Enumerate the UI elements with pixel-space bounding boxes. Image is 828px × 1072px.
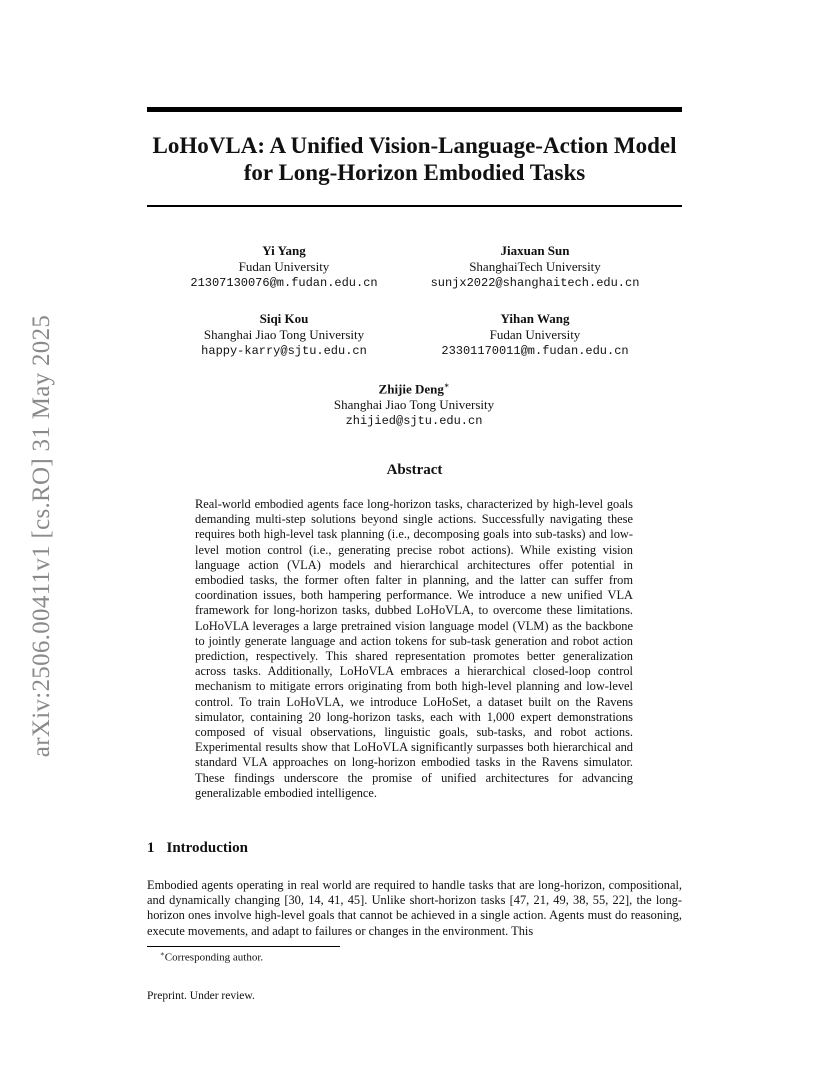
author-block-2 — [420, 243, 650, 291]
author-email: zhijied@sjtu.edu.cn — [345, 414, 483, 429]
paper-title — [147, 132, 682, 186]
preprint-note: Preprint. Under review. — [147, 990, 255, 1002]
author-name-text: Zhijie Deng — [378, 381, 444, 397]
author-affiliation: ShanghaiTech University — [469, 259, 601, 274]
paper-title-line-1: LoHoVLA: A Unified Vision-Language-Action Model — [152, 133, 677, 158]
footnote-text: Corresponding author. — [164, 951, 264, 964]
title-top-rule — [147, 107, 682, 112]
arxiv-identifier-stamp: arXiv:2506.00411v1 [cs.RO] 31 May 2025 — [28, 314, 55, 758]
paper-title-line-2: for Long-Horizon Embodied Tasks — [243, 160, 586, 185]
author-block-3 — [184, 311, 384, 359]
section-number: 1 — [147, 840, 155, 856]
section-heading-introduction — [147, 840, 248, 857]
author-affiliation: Fudan University — [238, 259, 330, 274]
section-title: Introduction — [166, 840, 248, 856]
author-name: Yihan Wang — [500, 311, 570, 326]
author-name: Jiaxuan Sun — [500, 243, 570, 258]
author-name: Yi Yang — [262, 243, 306, 258]
author-affiliation: Shanghai Jiao Tong University — [203, 327, 365, 342]
author-email: 21307130076@m.fudan.edu.cn — [190, 276, 378, 290]
author-name: Siqi Kou — [259, 311, 309, 326]
author-block-4 — [420, 311, 650, 359]
abstract-heading: Abstract — [386, 462, 443, 478]
author-name — [314, 378, 514, 397]
author-block-5 — [314, 378, 514, 429]
footnote-mark: ∗ — [160, 950, 165, 958]
author-email: 23301170011@m.fudan.edu.cn — [441, 344, 629, 358]
author-affiliation: Fudan University — [489, 327, 581, 342]
author-affiliation: Shanghai Jiao Tong University — [333, 397, 495, 413]
footnote — [160, 950, 263, 964]
author-block-1 — [184, 243, 384, 291]
introduction-text: Embodied agents operating in real world are required to handle tasks that are long-horizon, compositional, and dynamically changing [30, 14, 41, 45]. Unlike short-horizon tasks [47, 21, 49, 38, 55, 22], the long-horizon ones involve high-level goals that cannot be achieved in a single action. Agents must do reasoning, execute movements, and adapt to failures or changes in the environment. This — [147, 878, 682, 938]
title-bottom-rule — [147, 205, 682, 207]
corresponding-author-mark: ∗ — [443, 381, 450, 390]
footnote-rule — [147, 946, 340, 947]
author-email: sunjx2022@shanghaitech.edu.cn — [430, 276, 640, 290]
author-email: happy-karry@sjtu.edu.cn — [201, 344, 367, 358]
abstract-text: Real-world embodied agents face long-horizon tasks, characterized by high-level goals demanding multi-step solutions beyond single actions. Successfully navigating these requires both high-level task planning (i.e., decomposing goals into sub-tasks) and low-level motion control (i.e., generating precise robot actions). While existing vision language action (VLA) models and hierarchical architectures offer potential in embodied tasks, the former often falter in planning, and the latter can suffer from coordination issues, both hampering performance. We introduce a new unified VLA framework for long-horizon tasks, dubbed LoHoVLA, to overcome these limitations. LoHoVLA leverages a large pretrained vision language model (VLM) as the backbone to jointly generate language and action tokens for sub-task generation and robot action prediction, respectively. This shared representation promotes better generalization across tasks. Additionally, LoHoVLA embraces a hierarchical closed-loop control mechanism to mitigate errors originating from both high-level planning and low-level control. To train LoHoVLA, we introduce LoHoSet, a dataset built on the Ravens simulator, containing 20 long-horizon tasks, each with 1,000 expert demonstrations composed of visual observations, linguistic goals, sub-tasks, and robot actions. Experimental results show that LoHoVLA significantly surpasses both hierarchical and standard VLA approaches on long-horizon embodied tasks in the Ravens simulator. These findings underscore the promise of unified architectures for advancing generalizable embodied intelligence. — [195, 497, 633, 800]
